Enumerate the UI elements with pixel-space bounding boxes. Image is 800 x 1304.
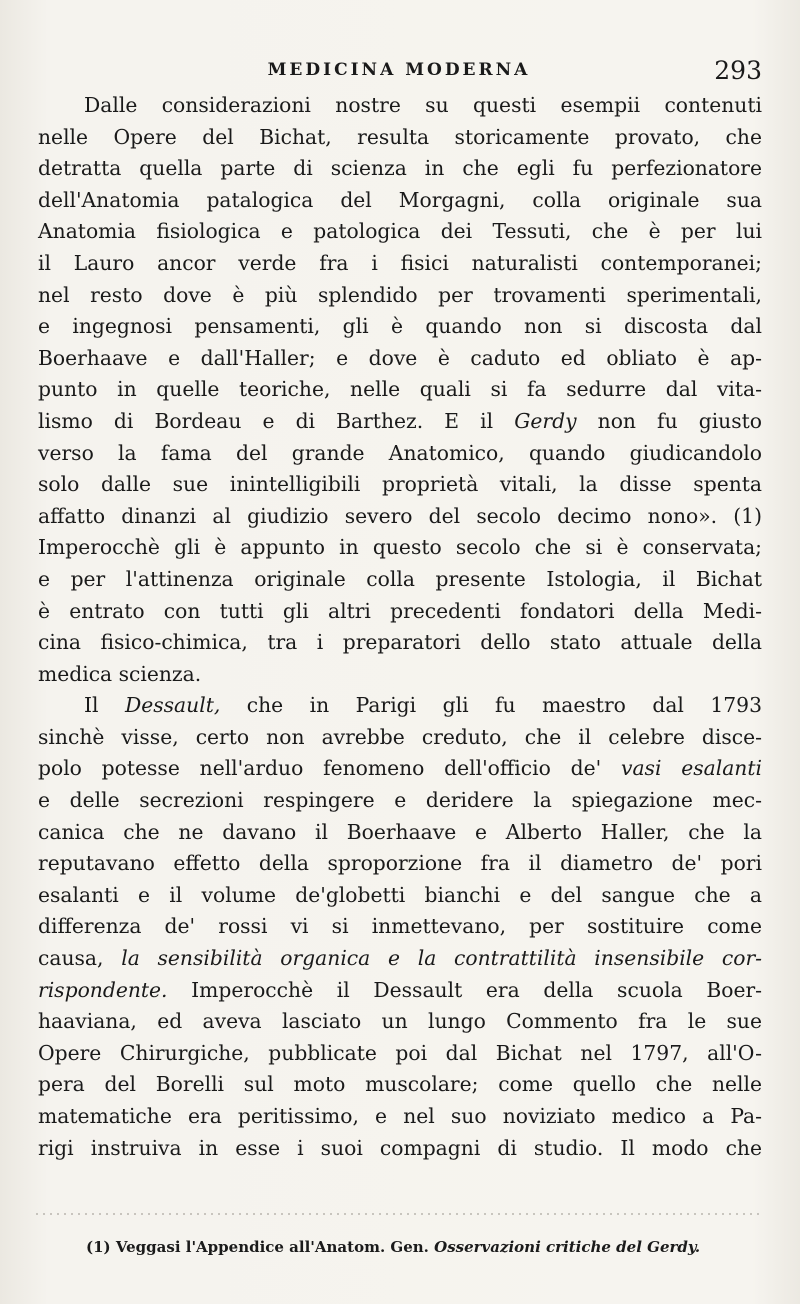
- text-line: differenza de' rossi vi si inmettevano, per sostituire come: [38, 914, 762, 939]
- footnote-italic-title: Osservazioni critiche del Gerdy.: [434, 1238, 701, 1256]
- text-line: Imperocchè gli è appunto in questo secolo che si è conservata;: [38, 535, 762, 560]
- text-line: esalanti e il volume de'globetti bianchi e del sangue che a: [38, 882, 762, 907]
- page-number: 293: [714, 56, 762, 85]
- text-line: reputavano effetto della sproporzione fra il diametro de' pori: [38, 851, 762, 876]
- text-line: detratta quella parte di scienza in che egli fu perfezionatore: [38, 156, 762, 181]
- running-head: [36, 56, 762, 88]
- text-line: Anatomia fisiologica e patologica dei Tessuti, che è per lui: [38, 219, 762, 244]
- text-line: Il Dessault, che in Parigi gli fu maestro dal 1793: [84, 693, 762, 718]
- text-line: matematiche era peritissimo, e nel suo noviziato medico a Pa-: [38, 1104, 762, 1128]
- text-line: verso la fama del grande Anatomico, quando giudicandolo: [38, 440, 762, 465]
- italic-dessault: Dessault,: [124, 693, 221, 718]
- text-line: rigi instruiva in esse i suoi compagni di studio. Il modo che: [38, 1135, 762, 1160]
- text-line: haaviana, ed aveva lasciato un lungo Commento fra le sue: [38, 1009, 762, 1034]
- text-line: punto in quelle teoriche, nelle quali si fa sedurre dal vita-: [38, 377, 762, 402]
- text-line: canica che ne davano il Boerhaave e Alberto Haller, che la: [38, 819, 762, 844]
- text-line: sinchè visse, certo non avrebbe creduto, che il celebre disce-: [38, 724, 762, 749]
- italic-vasi-esalanti: vasi esalanti: [620, 756, 762, 781]
- footnote-rule: [36, 1212, 762, 1216]
- text-line: dell'Anatomia patalogica del Morgagni, colla originale sua: [38, 187, 762, 212]
- text-line: il Lauro ancor verde fra i fisici naturalisti contemporanei;: [38, 250, 762, 275]
- text-line: e delle secrezioni respingere e deridere la spiegazione mec-: [38, 788, 762, 813]
- italic-rispondente: rispondente.: [38, 977, 168, 1002]
- text-line: polo potesse nell'arduo fenomeno dell'officio de' vasi esalanti: [38, 756, 762, 781]
- italic-gerdy: Gerdy: [514, 408, 577, 433]
- text-line: medica scienza.: [38, 661, 202, 686]
- footnote-text: Veggasi l'Appendice all'Anatom. Gen.: [115, 1238, 429, 1256]
- body-text: [38, 90, 762, 1164]
- italic-sensibilita: la sensibilità organica e la contrattilità insensibile cor-: [121, 946, 763, 971]
- text-line: e ingegnosi pensamenti, gli è quando non si discosta dal: [38, 314, 762, 339]
- text-line: Opere Chirurgiche, pubblicate poi dal Bichat nel 1797, all'O-: [38, 1040, 762, 1065]
- text-line: rispondente. Imperocchè il Dessault era della scuola Boer-: [38, 977, 763, 1002]
- text-line: pera del Borelli sul moto muscolare; come quello che nelle: [38, 1072, 762, 1097]
- text-line: e per l'attinenza originale colla presente Istologia, il Bichat: [38, 566, 762, 591]
- text-line: Dalle considerazioni nostre su questi esempii contenuti: [84, 93, 762, 117]
- text-line: nel resto dove è più splendido per trovamenti sperimentali,: [38, 282, 762, 307]
- text-line: lismo di Bordeau e di Barthez. E il Gerdy non fu giusto: [38, 408, 763, 433]
- text-line: causa, la sensibilità organica e la contrattilità insensibile cor-: [38, 946, 763, 971]
- footnote: [86, 1238, 762, 1256]
- text-line: cina fisico-chimica, tra i preparatori dello stato attuale della: [38, 630, 762, 655]
- text-line: solo dalle sue inintelligibili proprietà vitali, la disse spenta: [38, 472, 762, 497]
- text-line: affatto dinanzi al giudizio severo del secolo decimo nono». (1): [38, 503, 762, 528]
- text-line: nelle Opere del Bichat, resulta storicamente provato, che: [38, 124, 762, 149]
- footnote-marker: (1): [86, 1238, 111, 1256]
- text-line: Boerhaave e dall'Haller; e dove è caduto ed obliato è ap-: [38, 345, 762, 370]
- text-line: è entrato con tutti gli altri precedenti fondatori della Medi-: [38, 598, 762, 623]
- running-title: MEDICINA MODERNA: [267, 60, 531, 80]
